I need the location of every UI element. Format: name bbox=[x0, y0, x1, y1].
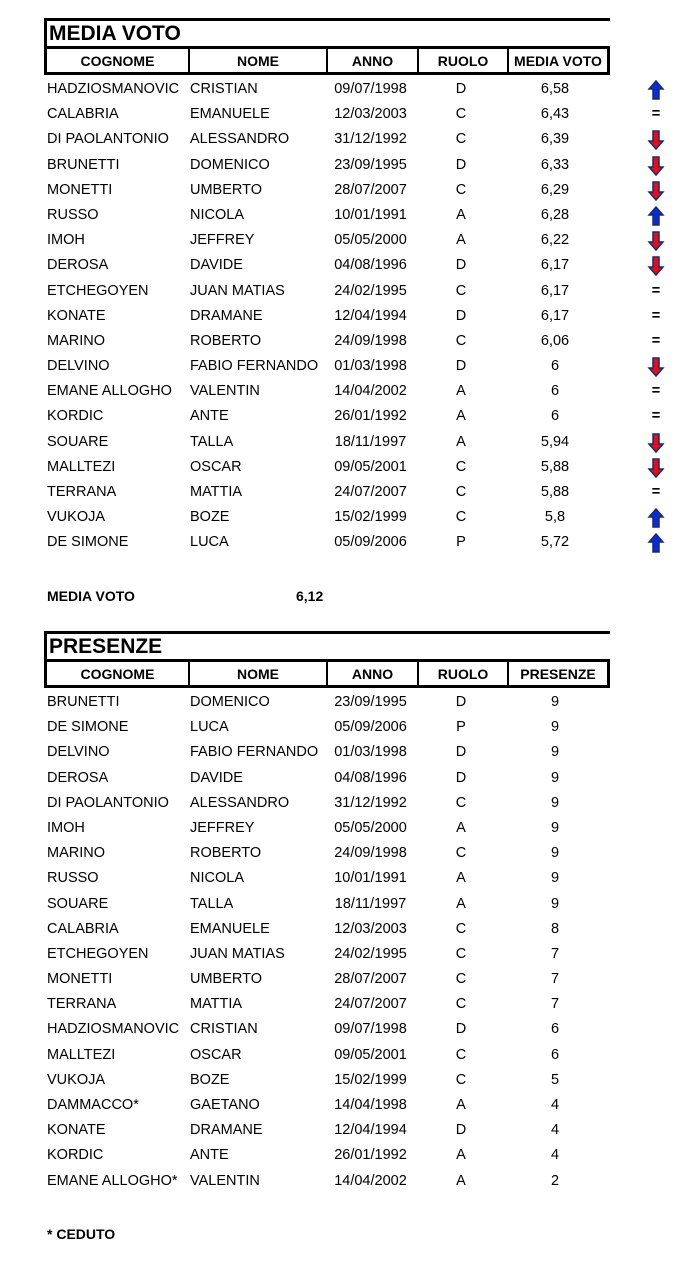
table-row bbox=[44, 178, 674, 203]
table-cell: 7 bbox=[550, 971, 560, 988]
column-header: ANNO bbox=[328, 662, 419, 685]
table-cell: 14/04/2002 bbox=[334, 383, 407, 400]
table-cell: 01/03/1998 bbox=[334, 358, 407, 375]
table-cell: DOMENICO bbox=[190, 156, 270, 173]
table-row bbox=[44, 530, 674, 555]
table-cell: 12/03/2003 bbox=[334, 920, 407, 937]
column-header: COGNOME bbox=[47, 662, 190, 685]
footnote: * CEDUTO bbox=[47, 1226, 116, 1242]
table-cell: C bbox=[455, 181, 467, 198]
table-cell: 23/09/1995 bbox=[334, 694, 407, 710]
table-cell: UMBERTO bbox=[190, 971, 262, 988]
table-cell: MONETTI bbox=[47, 181, 113, 198]
table-cell: 5 bbox=[550, 1071, 560, 1088]
table-row bbox=[44, 841, 674, 866]
presenze-table bbox=[44, 690, 674, 1194]
table-cell: 18/11/1997 bbox=[334, 895, 407, 912]
table-cell: VUKOJA bbox=[47, 1071, 106, 1088]
table-cell: 9 bbox=[550, 694, 560, 710]
table-cell: 6 bbox=[550, 383, 560, 400]
table-cell: 2 bbox=[550, 1172, 560, 1189]
table-cell: C bbox=[455, 1046, 467, 1063]
table-row bbox=[44, 279, 674, 304]
table-cell: DE SIMONE bbox=[47, 534, 129, 551]
table-cell: ALESSANDRO bbox=[190, 794, 290, 811]
table-cell: D bbox=[455, 769, 467, 786]
table-cell: 24/09/1998 bbox=[334, 845, 407, 862]
table-row bbox=[44, 329, 674, 354]
table-cell: 5,88 bbox=[540, 484, 570, 500]
table-cell: 10/01/1991 bbox=[334, 870, 407, 887]
table-cell: 24/07/2007 bbox=[334, 996, 407, 1013]
table-cell: 9 bbox=[550, 895, 560, 912]
table-cell: 31/12/1992 bbox=[334, 131, 407, 148]
arrow-up-icon bbox=[647, 505, 665, 530]
table-cell: D bbox=[455, 694, 467, 710]
table-row bbox=[44, 455, 674, 480]
media-voto-section bbox=[44, 18, 674, 556]
table-cell: D bbox=[455, 156, 467, 173]
table-cell: BOZE bbox=[190, 509, 230, 526]
table-cell: KORDIC bbox=[47, 408, 104, 425]
table-cell: 5,94 bbox=[540, 433, 570, 450]
arrow-down-icon bbox=[647, 178, 665, 203]
table-cell: UMBERTO bbox=[190, 181, 262, 198]
table-cell: 26/01/1992 bbox=[334, 1147, 407, 1164]
table-cell: DI PAOLANTONIO bbox=[47, 794, 169, 811]
table-cell: KONATE bbox=[47, 1122, 106, 1139]
table-cell: 9 bbox=[550, 744, 560, 761]
table-cell: C bbox=[455, 282, 467, 299]
equal-icon: = bbox=[651, 332, 661, 349]
table-cell: 6,22 bbox=[540, 232, 570, 249]
table-cell: MATTIA bbox=[190, 996, 243, 1013]
table-cell: 6,17 bbox=[540, 307, 570, 324]
table-cell: RUSSO bbox=[47, 870, 99, 887]
table-cell: DAVIDE bbox=[190, 257, 243, 274]
table-cell: 5,72 bbox=[540, 534, 570, 551]
table-cell: KORDIC bbox=[47, 1147, 104, 1164]
table-cell: 12/04/1994 bbox=[334, 307, 407, 324]
table-cell: 6,43 bbox=[540, 106, 570, 123]
equal-icon: = bbox=[651, 383, 661, 400]
table-cell: 04/08/1996 bbox=[334, 769, 407, 786]
table-cell: 26/01/1992 bbox=[334, 408, 407, 425]
table-cell: 6,17 bbox=[540, 282, 570, 299]
table-cell: 6,58 bbox=[540, 81, 570, 97]
table-row bbox=[44, 892, 674, 917]
table-cell: 24/02/1995 bbox=[334, 945, 407, 962]
arrow-down-icon bbox=[647, 228, 665, 253]
table-cell: DI PAOLANTONIO bbox=[47, 131, 169, 148]
table-header bbox=[44, 46, 610, 75]
table-cell: C bbox=[455, 106, 467, 123]
presenze-section bbox=[44, 631, 674, 1194]
table-cell: TALLA bbox=[190, 895, 234, 912]
table-row bbox=[44, 992, 674, 1017]
equal-icon: = bbox=[651, 408, 661, 425]
table-cell: 9 bbox=[550, 719, 560, 736]
table-cell: 6 bbox=[550, 408, 560, 425]
table-cell: C bbox=[455, 794, 467, 811]
table-cell: 18/11/1997 bbox=[334, 433, 407, 450]
table-row bbox=[44, 228, 674, 253]
table-cell: FABIO FERNANDO bbox=[190, 358, 319, 375]
table-cell: 05/05/2000 bbox=[334, 232, 407, 249]
table-cell: 6,29 bbox=[540, 181, 570, 198]
table-cell: NICOLA bbox=[190, 206, 244, 223]
table-cell: 05/09/2006 bbox=[334, 534, 407, 551]
section-title: PRESENZE bbox=[44, 631, 610, 659]
table-cell: VUKOJA bbox=[47, 509, 106, 526]
table-row bbox=[44, 866, 674, 891]
table-cell: DELVINO bbox=[47, 744, 110, 761]
table-cell: BRUNETTI bbox=[47, 156, 120, 173]
table-cell: 9 bbox=[550, 819, 560, 836]
table-cell: D bbox=[455, 1021, 467, 1038]
table-cell: ROBERTO bbox=[190, 845, 262, 862]
table-cell: FABIO FERNANDO bbox=[190, 744, 319, 761]
column-header: MEDIA VOTO bbox=[514, 53, 602, 69]
table-cell: ETCHEGOYEN bbox=[47, 282, 149, 299]
table-cell: LUCA bbox=[190, 534, 229, 551]
table-cell: 5,88 bbox=[540, 458, 570, 475]
table-cell: ANTE bbox=[190, 408, 229, 425]
table-cell: A bbox=[456, 819, 466, 836]
arrow-down-icon bbox=[647, 354, 665, 379]
table-cell: DAMMACCO* bbox=[47, 1097, 139, 1113]
table-cell: A bbox=[456, 408, 466, 425]
table-cell: 5,8 bbox=[544, 509, 566, 526]
table-row bbox=[44, 1093, 674, 1118]
table-cell: 15/02/1999 bbox=[334, 1071, 407, 1088]
table-row bbox=[44, 203, 674, 228]
table-cell: SOUARE bbox=[47, 433, 109, 450]
table-cell: EMANUELE bbox=[190, 920, 270, 937]
table-cell: D bbox=[455, 358, 467, 375]
table-cell: JEFFREY bbox=[190, 232, 255, 249]
table-cell: JEFFREY bbox=[190, 819, 255, 836]
table-cell: D bbox=[455, 81, 467, 97]
summary-label: MEDIA VOTO bbox=[47, 588, 135, 604]
table-cell: JUAN MATIAS bbox=[190, 282, 285, 299]
table-cell: 9 bbox=[550, 870, 560, 887]
table-cell: SOUARE bbox=[47, 895, 109, 912]
table-cell: 6,39 bbox=[540, 131, 570, 148]
table-cell: 01/03/1998 bbox=[334, 744, 407, 761]
table-cell: 14/04/2002 bbox=[334, 1172, 407, 1189]
column-header: NOME bbox=[190, 49, 328, 72]
table-cell: 05/09/2006 bbox=[334, 719, 407, 736]
table-row bbox=[44, 1017, 674, 1042]
table-cell: CRISTIAN bbox=[190, 1021, 258, 1038]
table-cell: CALABRIA bbox=[47, 106, 119, 123]
table-cell: 24/02/1995 bbox=[334, 282, 407, 299]
table-row bbox=[44, 253, 674, 278]
table-row bbox=[44, 354, 674, 379]
arrow-down-icon bbox=[647, 455, 665, 480]
table-cell: BOZE bbox=[190, 1071, 230, 1088]
table-cell: EMANE ALLOGHO* bbox=[47, 1172, 178, 1189]
table-cell: LUCA bbox=[190, 719, 229, 736]
media-voto-table bbox=[44, 77, 674, 556]
table-row bbox=[44, 127, 674, 152]
table-cell: D bbox=[455, 744, 467, 761]
table-cell: RUSSO bbox=[47, 206, 99, 223]
table-row bbox=[44, 304, 674, 329]
table-row bbox=[44, 480, 674, 505]
table-cell: 04/08/1996 bbox=[334, 257, 407, 274]
table-cell: 24/07/2007 bbox=[334, 484, 407, 500]
table-cell: MONETTI bbox=[47, 971, 113, 988]
table-cell: 31/12/1992 bbox=[334, 794, 407, 811]
table-cell: 15/02/1999 bbox=[334, 509, 407, 526]
table-cell: 6 bbox=[550, 1021, 560, 1038]
table-row bbox=[44, 1169, 674, 1194]
table-cell: 6,17 bbox=[540, 257, 570, 274]
table-row bbox=[44, 77, 674, 102]
summary-value: 6,12 bbox=[296, 588, 324, 604]
table-cell: OSCAR bbox=[190, 458, 242, 475]
table-row bbox=[44, 690, 674, 715]
table-row bbox=[44, 153, 674, 178]
table-row bbox=[44, 404, 674, 429]
table-cell: ANTE bbox=[190, 1147, 229, 1164]
table-cell: DE SIMONE bbox=[47, 719, 129, 736]
table-cell: 6 bbox=[550, 1046, 560, 1063]
table-cell: DOMENICO bbox=[190, 694, 270, 710]
equal-icon: = bbox=[651, 282, 661, 299]
table-row bbox=[44, 942, 674, 967]
table-cell: DRAMANE bbox=[190, 1122, 263, 1139]
table-cell: 09/05/2001 bbox=[334, 458, 407, 475]
table-cell: 10/01/1991 bbox=[334, 206, 407, 223]
arrow-up-icon bbox=[647, 203, 665, 228]
arrow-up-icon bbox=[647, 530, 665, 555]
column-header: COGNOME bbox=[47, 49, 190, 72]
table-row bbox=[44, 1068, 674, 1093]
section-title: MEDIA VOTO bbox=[44, 18, 610, 46]
arrow-down-icon bbox=[647, 253, 665, 278]
arrow-down-icon bbox=[647, 127, 665, 152]
table-row bbox=[44, 379, 674, 404]
table-cell: EMANUELE bbox=[190, 106, 270, 123]
table-row bbox=[44, 102, 674, 127]
table-row bbox=[44, 816, 674, 841]
table-cell: 8 bbox=[550, 920, 560, 937]
table-cell: 9 bbox=[550, 794, 560, 811]
table-cell: MALLTEZI bbox=[47, 458, 116, 475]
table-row bbox=[44, 766, 674, 791]
table-cell: A bbox=[456, 1147, 466, 1164]
table-row bbox=[44, 505, 674, 530]
table-cell: 6,33 bbox=[540, 156, 570, 173]
table-cell: ETCHEGOYEN bbox=[47, 945, 149, 962]
arrow-up-icon bbox=[647, 77, 665, 102]
table-cell: MARINO bbox=[47, 332, 105, 349]
table-cell: VALENTIN bbox=[190, 1172, 260, 1189]
table-cell: A bbox=[456, 232, 466, 249]
table-cell: C bbox=[455, 1071, 467, 1088]
table-cell: 6,06 bbox=[540, 332, 570, 349]
table-cell: C bbox=[455, 484, 467, 500]
table-cell: 9 bbox=[550, 845, 560, 862]
table-cell: MATTIA bbox=[190, 484, 243, 500]
table-cell: D bbox=[455, 257, 467, 274]
table-cell: 23/09/1995 bbox=[334, 156, 407, 173]
column-header: PRESENZE bbox=[520, 666, 596, 682]
table-cell: 7 bbox=[550, 945, 560, 962]
table-cell: IMOH bbox=[47, 232, 85, 249]
table-cell: 14/04/1998 bbox=[334, 1097, 407, 1113]
table-cell: NICOLA bbox=[190, 870, 244, 887]
table-cell: JUAN MATIAS bbox=[190, 945, 285, 962]
table-cell: A bbox=[456, 433, 466, 450]
table-cell: 05/05/2000 bbox=[334, 819, 407, 836]
column-header: ANNO bbox=[328, 49, 419, 72]
table-row bbox=[44, 740, 674, 765]
table-cell: DRAMANE bbox=[190, 307, 263, 324]
table-row bbox=[44, 917, 674, 942]
table-cell: 6 bbox=[550, 358, 560, 375]
table-cell: DELVINO bbox=[47, 358, 110, 375]
table-row bbox=[44, 430, 674, 455]
table-cell: DEROSA bbox=[47, 257, 109, 274]
table-cell: D bbox=[455, 307, 467, 324]
table-row bbox=[44, 791, 674, 816]
table-row bbox=[44, 715, 674, 740]
table-cell: C bbox=[455, 332, 467, 349]
table-cell: ROBERTO bbox=[190, 332, 262, 349]
table-cell: C bbox=[455, 945, 467, 962]
table-cell: ALESSANDRO bbox=[190, 131, 290, 148]
equal-icon: = bbox=[651, 307, 661, 324]
equal-icon: = bbox=[651, 106, 661, 123]
table-cell: A bbox=[456, 870, 466, 887]
table-cell: C bbox=[455, 509, 467, 526]
table-cell: 4 bbox=[550, 1097, 560, 1113]
table-cell: A bbox=[456, 1172, 466, 1189]
table-cell: C bbox=[455, 971, 467, 988]
table-cell: TALLA bbox=[190, 433, 234, 450]
arrow-down-icon bbox=[647, 430, 665, 455]
equal-icon: = bbox=[651, 484, 661, 500]
column-header: NOME bbox=[190, 662, 328, 685]
column-header: RUOLO bbox=[419, 662, 509, 685]
table-cell: IMOH bbox=[47, 819, 85, 836]
table-cell: 28/07/2007 bbox=[334, 971, 407, 988]
table-cell: 4 bbox=[550, 1147, 560, 1164]
table-cell: 9 bbox=[550, 769, 560, 786]
table-cell: P bbox=[456, 719, 466, 736]
table-row bbox=[44, 967, 674, 992]
table-cell: A bbox=[456, 1097, 466, 1113]
table-cell: 09/07/1998 bbox=[334, 81, 407, 97]
table-cell: 12/04/1994 bbox=[334, 1122, 407, 1139]
table-cell: C bbox=[455, 845, 467, 862]
table-cell: CALABRIA bbox=[47, 920, 119, 937]
table-cell: DAVIDE bbox=[190, 769, 243, 786]
table-row bbox=[44, 1118, 674, 1143]
table-cell: TERRANA bbox=[47, 996, 117, 1013]
table-cell: CRISTIAN bbox=[190, 81, 258, 97]
table-cell: C bbox=[455, 996, 467, 1013]
table-cell: BRUNETTI bbox=[47, 694, 120, 710]
table-cell: VALENTIN bbox=[190, 383, 260, 400]
arrow-down-icon bbox=[647, 153, 665, 178]
table-cell: TERRANA bbox=[47, 484, 117, 500]
table-cell: A bbox=[456, 383, 466, 400]
table-cell: A bbox=[456, 206, 466, 223]
table-cell: 12/03/2003 bbox=[334, 106, 407, 123]
table-cell: KONATE bbox=[47, 307, 106, 324]
table-row bbox=[44, 1043, 674, 1068]
table-cell: C bbox=[455, 458, 467, 475]
table-cell: GAETANO bbox=[190, 1097, 260, 1113]
table-cell: C bbox=[455, 920, 467, 937]
table-cell: HADZIOSMANOVIC bbox=[47, 1021, 180, 1038]
table-cell: 28/07/2007 bbox=[334, 181, 407, 198]
table-cell: HADZIOSMANOVIC bbox=[47, 81, 180, 97]
table-header bbox=[44, 659, 610, 688]
table-cell: A bbox=[456, 895, 466, 912]
table-cell: 6,28 bbox=[540, 206, 570, 223]
table-cell: P bbox=[456, 534, 466, 551]
table-cell: 09/07/1998 bbox=[334, 1021, 407, 1038]
table-cell: EMANE ALLOGHO bbox=[47, 383, 172, 400]
table-cell: OSCAR bbox=[190, 1046, 242, 1063]
table-cell: DEROSA bbox=[47, 769, 109, 786]
table-cell: 7 bbox=[550, 996, 560, 1013]
table-cell: MARINO bbox=[47, 845, 105, 862]
table-cell: C bbox=[455, 131, 467, 148]
table-cell: 4 bbox=[550, 1122, 560, 1139]
table-cell: MALLTEZI bbox=[47, 1046, 116, 1063]
table-cell: 09/05/2001 bbox=[334, 1046, 407, 1063]
table-row bbox=[44, 1143, 674, 1168]
table-cell: 24/09/1998 bbox=[334, 332, 407, 349]
table-cell: D bbox=[455, 1122, 467, 1139]
column-header: RUOLO bbox=[419, 49, 509, 72]
